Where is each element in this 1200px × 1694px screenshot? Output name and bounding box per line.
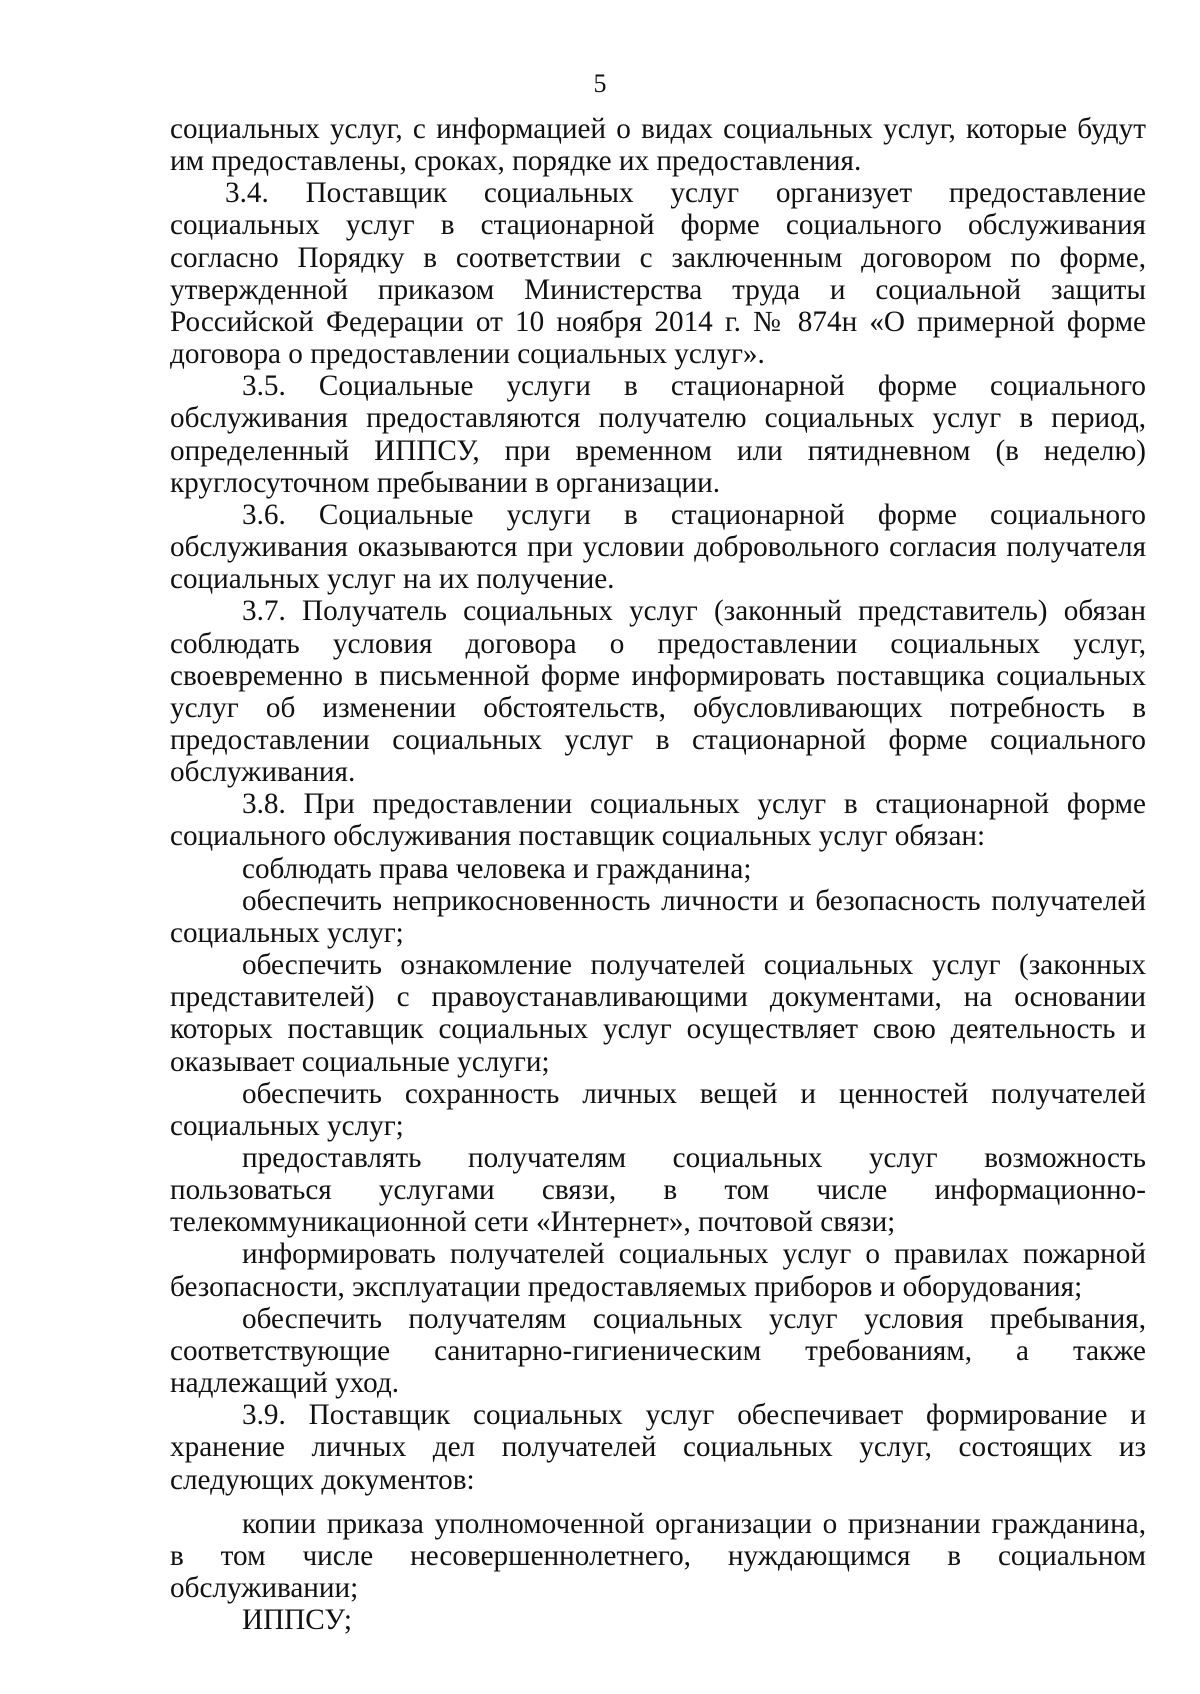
paragraph-3-5: 3.5. Социальные услуги в стационарной форме социального обслуживания предоставляются получателю социальных услуг в период, определенный ИППСУ, при временном или пятидневном (в неделю) круглосуточном пребывании в организации.	[170, 370, 1146, 499]
paragraph-3-4: 3.4. Поставщик социальных услуг организует предоставление социальных услуг в стационарной форме социального обслуживания согласно Порядку в соответствии с заключенным договором по форме, утвержденной приказом Министерства труда и социальной защиты Российской Федерации от 10 ноября 2014 г. № 874н «О примерной форме договора о предоставлении социальных услуг».	[170, 177, 1146, 371]
paragraph-3-6: 3.6. Социальные услуги в стационарной форме социального обслуживания оказываются при условии добровольного согласия получателя социальных услуг на их получение.	[170, 498, 1146, 596]
list-item-communication: предоставлять получателям социальных услуг возможность пользоваться услугами связи, в том числе информационно-телекоммуникационной сети «Интернет», почтовой связи;	[170, 1142, 1146, 1239]
list-item-ippsu: ИППСУ;	[242, 1604, 352, 1637]
list-item-safety: обеспечить неприкосновенность личности и безопасность получателей социальных услуг;	[170, 884, 1146, 949]
paragraph-continuation: социальных услуг, с информацией о видах социальных услуг, которые будут им предоставлены, сроках, порядке их предоставления.	[170, 113, 1146, 178]
paragraph-3-8: 3.8. При предоставлении социальных услуг в стационарной форме социального обслуживания поставщик социальных услуг обязан:	[170, 788, 1146, 853]
page-number: 5	[593, 69, 607, 98]
list-item-belongings: обеспечить сохранность личных вещей и ценностей получателей социальных услуг;	[170, 1077, 1146, 1142]
list-item-order-copy: копии приказа уполномоченной организации о признании гражданина, в том числе несовершеннолетнего, нуждающимся в социальном обслуживании;	[170, 1507, 1146, 1605]
document-body	[170, 113, 1146, 1636]
list-item-sanitary: обеспечить получателям социальных услуг условия пребывания, соответствующие санитарно-гигиеническим требованиям, а также надлежащий уход.	[170, 1302, 1146, 1400]
list-item-fire-safety: информировать получателей социальных услуг о правилах пожарной безопасности, эксплуатации предоставляемых приборов и оборудования;	[170, 1238, 1146, 1303]
list-item-rights: соблюдать права человека и гражданина;	[242, 852, 752, 885]
paragraph-3-9: 3.9. Поставщик социальных услуг обеспечивает формирование и хранение личных дел получателей социальных услуг, состоящих из следующих документов:	[170, 1399, 1146, 1496]
list-item-familiarization: обеспечить ознакомление получателей социальных услуг (законных представителей) с правоустанавливающими документами, на основании которых поставщик социальных услуг осуществляет свою деятельность и оказывает социальные услуги;	[170, 949, 1146, 1078]
paragraph-3-7: 3.7. Получатель социальных услуг (законный представитель) обязан соблюдать условия договора о предоставлении социальных услуг, своевременно в письменной форме информировать поставщика социальных услуг об изменении обстоятельств, обусловливающих потребность в предоставлении социальных услуг в стационарной форме социального обслуживания.	[170, 595, 1146, 789]
